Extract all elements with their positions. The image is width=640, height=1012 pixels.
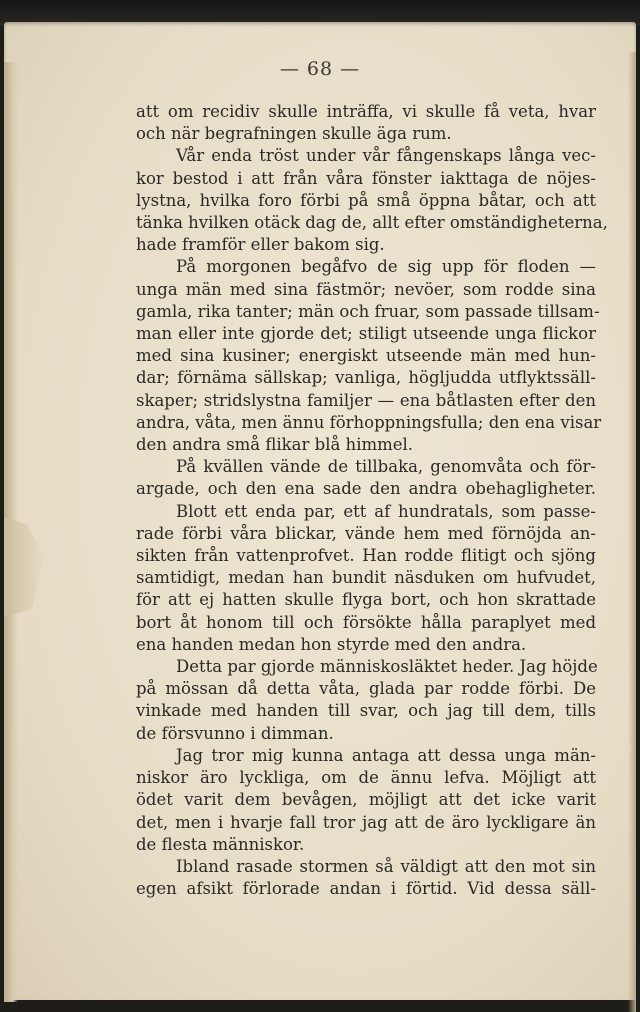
page-number: — 68 — <box>279 58 361 80</box>
text-line: kor bestod i att från våra fönster iakttaga de nöjes- <box>136 168 596 188</box>
body-text <box>136 101 608 900</box>
text-line: Jag tror mig kunna antaga att dessa unga män- <box>176 745 596 765</box>
text-line: ena handen medan hon styrde med den andra. <box>136 634 527 654</box>
text-line: de flesta människor. <box>136 834 305 854</box>
text-line: de försvunno i dimman. <box>136 723 334 743</box>
text-line: med sina kusiner; energiskt utseende män med hun- <box>136 346 596 366</box>
text-line: hade framför eller bakom sig. <box>136 235 385 255</box>
text-line: att om recidiv skulle inträffa, vi skulle få veta, hvar <box>136 102 596 121</box>
text-line: argade, och den ena sade den andra obehagligheter. <box>136 479 596 499</box>
text-line: andra, våta, men ännu förhoppningsfulla; den ena visar <box>136 412 602 432</box>
text-line: vinkade med handen till svar, och jag till dem, tills <box>136 701 596 721</box>
text-line: Blott ett enda par, ett af hundratals, som passe- <box>176 501 596 521</box>
text-line: och när begrafningen skulle äga rum. <box>136 124 452 144</box>
text-line: rade förbi våra blickar, vände hem med förnöjda an- <box>136 523 596 543</box>
text-line: skaper; stridslystna familjer — ena båtlasten efter den <box>136 390 596 410</box>
text-line: dar; förnäma sällskap; vanliga, högljudda utflyktssäll- <box>136 368 596 388</box>
text-line: man eller inte gjorde det; stiligt utseende unga flickor <box>136 324 596 344</box>
text-line: niskor äro lyckliga, om de ännu lefva. Möjligt att <box>136 768 596 788</box>
page-edge <box>628 52 636 1012</box>
text-line: samtidigt, medan han bundit näsduken om hufvudet, <box>136 568 596 588</box>
text-line: tänka hvilken otäck dag de, allt efter omständigheterna, <box>136 213 608 233</box>
text-line: på mössan då detta våta, glada par rodde förbi. De <box>136 679 596 699</box>
text-line: På morgonen begåfvo de sig upp för floden — <box>176 257 596 277</box>
text-line: Vår enda tröst under vår fångenskaps långa vec- <box>176 146 596 166</box>
text-line: ödet varit dem bevågen, möjligt att det icke varit <box>136 790 596 810</box>
text-line: bort åt honom till och försökte hålla paraplyet med <box>136 612 596 632</box>
page-tab <box>4 517 44 617</box>
text-line: för att ej hatten skulle flyga bort, och hon skrattade <box>136 590 596 610</box>
text-line: lystna, hvilka foro förbi på små öppna båtar, och att <box>136 190 596 210</box>
text-line: Ibland rasade stormen så väldigt att den mot sin <box>176 856 596 876</box>
text-line: På kvällen vände de tillbaka, genomvåta och för- <box>176 457 596 477</box>
text-line: gamla, rika tanter; män och fruar, som passade tillsam- <box>136 301 600 321</box>
text-line: det, men i hvarje fall tror jag att de äro lyckligare än <box>136 812 596 832</box>
text-line: egen afsikt förlorade andan i förtid. Vid dessa säll- <box>136 879 596 899</box>
text-line: sikten från vattenprofvet. Han rodde flitigt och sjöng <box>136 546 596 566</box>
text-line: Detta par gjorde människosläktet heder. Jag höjde <box>176 657 598 677</box>
text-line: unga män med sina fästmör; nevöer, som rodde sina <box>136 279 596 299</box>
text-line: den andra små flikar blå himmel. <box>136 435 414 455</box>
